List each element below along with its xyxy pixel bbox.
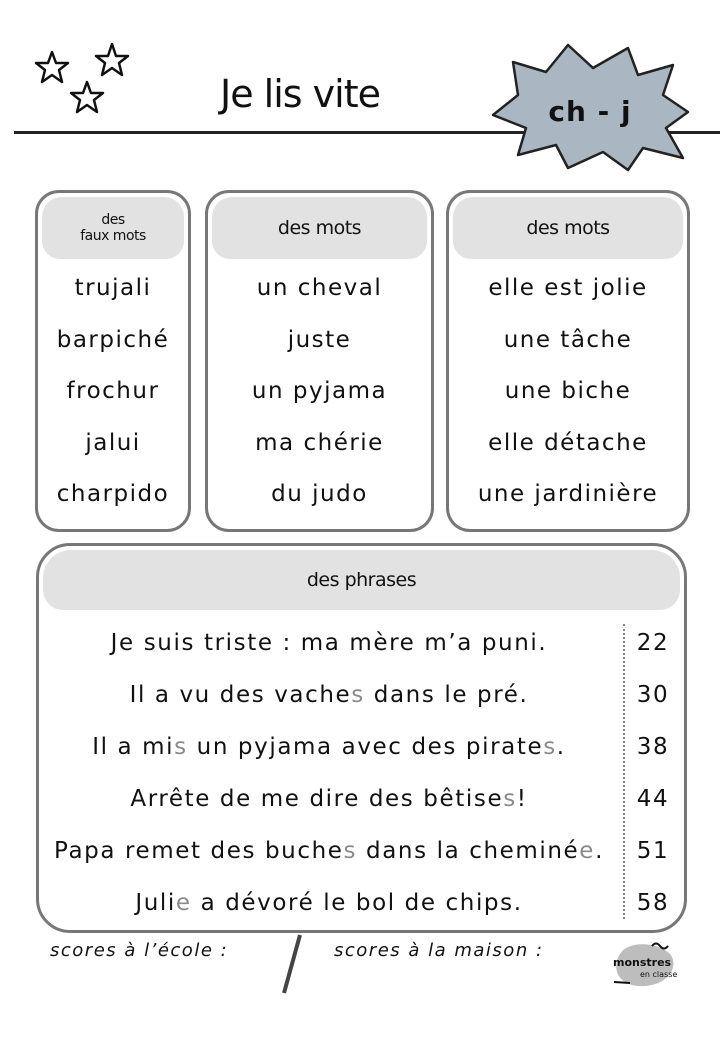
phrase-row xyxy=(39,617,684,669)
home-score-label: scores à la maison : xyxy=(334,940,544,961)
word: barpiché xyxy=(56,326,170,353)
phrase-text xyxy=(39,721,619,773)
word: elle détache xyxy=(488,429,648,456)
word-count: 58 xyxy=(636,890,670,916)
phrase-row xyxy=(39,669,684,721)
phrase-row xyxy=(39,825,684,877)
word-count: 38 xyxy=(636,734,670,760)
silent-letter: s xyxy=(174,734,188,760)
phrase-segment: . xyxy=(595,838,604,864)
slash-separator xyxy=(278,933,308,995)
phrase-segment: a dévoré le bol de chips. xyxy=(191,890,523,916)
word: ma chérie xyxy=(255,429,384,456)
phrase-segment: . xyxy=(556,734,566,760)
phrase-segment: un pyjama avec des pirate xyxy=(187,734,544,760)
word: une biche xyxy=(504,378,632,404)
phrase-text xyxy=(39,617,619,669)
word: un pyjama xyxy=(251,378,388,404)
phrase-segment: Arrête de me dire des bêtise xyxy=(130,786,504,812)
word: trujali xyxy=(74,275,152,301)
word: une tâche xyxy=(503,326,633,353)
words-box-1 xyxy=(205,190,434,532)
phrase-text xyxy=(39,877,619,929)
silent-letter: e xyxy=(579,838,596,864)
word: une jardinière xyxy=(477,481,659,507)
phrase-segment: dans la cheminé xyxy=(357,838,580,864)
phrases-box xyxy=(36,543,687,933)
phrase-text xyxy=(39,825,619,877)
phrase-row xyxy=(39,877,684,929)
phrase-segment: Papa remet des buche xyxy=(54,838,344,864)
sound-badge: ch - j xyxy=(548,95,632,128)
word: juste xyxy=(287,326,352,353)
word: elle est jolie xyxy=(488,275,648,301)
phrase-row xyxy=(39,721,684,773)
stars-icon xyxy=(25,38,140,128)
word-count: 30 xyxy=(636,682,670,708)
silent-letter: e xyxy=(175,890,192,916)
phrase-segment: Il a vu des vache xyxy=(129,682,352,708)
word: charpido xyxy=(56,481,170,507)
word-count: 44 xyxy=(636,786,670,812)
silent-letter: s xyxy=(543,734,557,760)
words-box-2 xyxy=(446,190,690,532)
word: jalui xyxy=(85,429,141,456)
silent-letter: s xyxy=(351,682,365,708)
phrase-segment: Juli xyxy=(135,890,176,916)
phrase-text xyxy=(39,773,619,825)
word: frochur xyxy=(66,378,160,404)
monstres-en-classe-logo: monstres en classe xyxy=(608,940,688,990)
phrase-segment: dans le pré. xyxy=(364,682,529,708)
phrase-segment: Je suis triste : ma mère m’a puni. xyxy=(110,630,548,656)
word-count: 51 xyxy=(636,838,670,864)
fake-words-box xyxy=(35,190,191,532)
school-score-label: scores à l’école : xyxy=(50,940,229,961)
fake-words-heading: des faux mots xyxy=(42,197,184,259)
phrase-segment: Il a mi xyxy=(92,734,175,760)
word-count: 22 xyxy=(636,630,670,656)
silent-letter: s xyxy=(343,838,358,864)
phrase-text xyxy=(39,669,619,721)
words-heading: des mots xyxy=(453,197,683,259)
phrase-row xyxy=(39,773,684,825)
word: du judo xyxy=(271,481,368,507)
silent-letter: s xyxy=(503,786,517,812)
page-title: Je lis vite xyxy=(220,72,380,116)
word: un cheval xyxy=(256,275,383,301)
phrase-segment: ! xyxy=(516,786,528,812)
phrases-heading: des phrases xyxy=(43,550,680,610)
words-heading: des mots xyxy=(212,197,427,259)
